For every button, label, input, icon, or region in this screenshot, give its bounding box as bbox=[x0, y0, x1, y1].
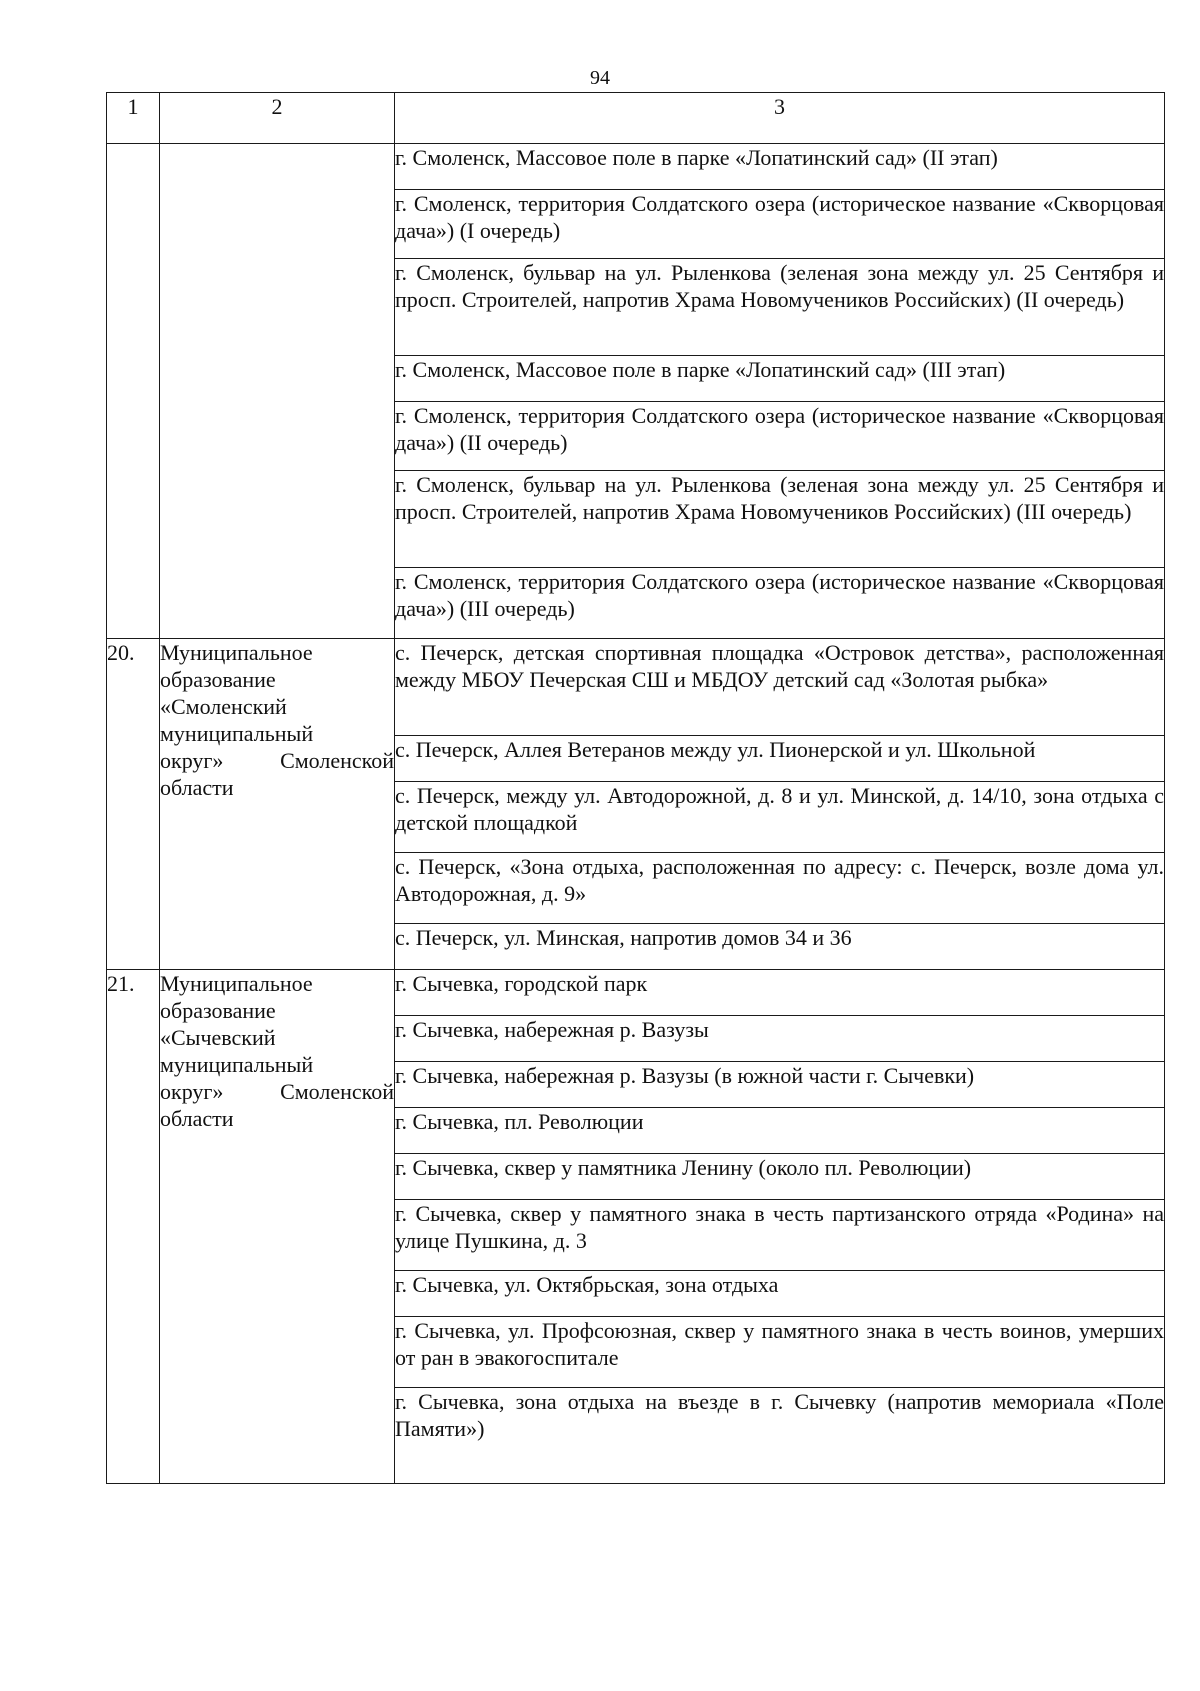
location-cell: с. Печерск, детская спортивная площадка «Островок детства», расположенная между МБОУ Печерская СШ и МБДОУ детский сад «Золотая рыбка» bbox=[395, 639, 1165, 736]
location-cell: г. Сычевка, пл. Революции bbox=[395, 1108, 1165, 1154]
location-cell: с. Печерск, Аллея Ветеранов между ул. Пионерской и ул. Школьной bbox=[395, 736, 1165, 782]
organization-line: образование bbox=[160, 667, 276, 692]
location-cell: г. Смоленск, территория Солдатского озера (историческое название «Скворцовая дача») (III очередь) bbox=[395, 568, 1165, 639]
location-cell: г. Сычевка, ул. Октябрьская, зона отдыха bbox=[395, 1271, 1165, 1317]
row-number-cell: 20. bbox=[107, 639, 160, 970]
location-cell: г. Сычевка, ул. Профсоюзная, сквер у памятного знака в честь воинов, умерших от ран в эвакогоспитале bbox=[395, 1317, 1165, 1388]
location-cell: г. Смоленск, бульвар на ул. Рыленкова (зеленая зона между ул. 25 Сентября и просп. Строителей, напротив Храма Новомучеников Российских) (III очередь) bbox=[395, 471, 1165, 568]
location-cell: г. Сычевка, набережная р. Вазузы (в южной части г. Сычевки) bbox=[395, 1062, 1165, 1108]
location-cell: с. Печерск, ул. Минская, напротив домов 34 и 36 bbox=[395, 924, 1165, 970]
column-header-3: 3 bbox=[395, 93, 1165, 144]
table-row bbox=[107, 970, 1165, 1016]
organization-line: образование bbox=[160, 998, 276, 1023]
location-cell: г. Сычевка, набережная р. Вазузы bbox=[395, 1016, 1165, 1062]
page-number: 94 bbox=[590, 67, 610, 89]
location-cell: с. Печерск, «Зона отдыха, расположенная по адресу: с. Печерск, возле дома ул. Автодорожная, д. 9» bbox=[395, 853, 1165, 924]
organization-line: округ» Смоленской bbox=[160, 748, 394, 773]
table-row bbox=[107, 639, 1165, 736]
organization-cell bbox=[160, 639, 395, 970]
organization-line: округ» Смоленской bbox=[160, 1079, 394, 1104]
location-cell: г. Сычевка, зона отдыха на въезде в г. Сычевку (напротив мемориала «Поле Памяти») bbox=[395, 1388, 1165, 1484]
location-cell: г. Сычевка, сквер у памятника Ленину (около пл. Революции) bbox=[395, 1154, 1165, 1200]
table-header-row bbox=[107, 93, 1165, 144]
column-header-2: 2 bbox=[160, 93, 395, 144]
organization-line: муниципальный bbox=[160, 1052, 314, 1077]
table-row bbox=[107, 144, 1165, 190]
organization-line: «Смоленский bbox=[160, 694, 287, 719]
location-cell: г. Сычевка, сквер у памятного знака в честь партизанского отряда «Родина» на улице Пушкина, д. 3 bbox=[395, 1200, 1165, 1271]
organization-line: Муниципальное bbox=[160, 971, 313, 996]
organization-line: области bbox=[160, 775, 234, 800]
organization-cell bbox=[160, 144, 395, 639]
location-cell: г. Сычевка, городской парк bbox=[395, 970, 1165, 1016]
organization-line: муниципальный bbox=[160, 721, 314, 746]
table-body bbox=[107, 144, 1165, 1484]
document-table bbox=[106, 92, 1165, 1484]
location-cell: г. Смоленск, Массовое поле в парке «Лопатинский сад» (II этап) bbox=[395, 144, 1165, 190]
location-cell: г. Смоленск, территория Солдатского озера (историческое название «Скворцовая дача») (II очередь) bbox=[395, 402, 1165, 471]
organization-line: Муниципальное bbox=[160, 640, 313, 665]
location-cell: с. Печерск, между ул. Автодорожной, д. 8 и ул. Минской, д. 14/10, зона отдыха с детской площадкой bbox=[395, 782, 1165, 853]
row-number-cell bbox=[107, 144, 160, 639]
row-number-cell: 21. bbox=[107, 970, 160, 1484]
location-cell: г. Смоленск, Массовое поле в парке «Лопатинский сад» (III этап) bbox=[395, 356, 1165, 402]
organization-line: области bbox=[160, 1106, 234, 1131]
column-header-1: 1 bbox=[107, 93, 160, 144]
location-cell: г. Смоленск, бульвар на ул. Рыленкова (зеленая зона между ул. 25 Сентября и просп. Строителей, напротив Храма Новомучеников Российских) (II очередь) bbox=[395, 259, 1165, 356]
organization-line: «Сычевский bbox=[160, 1025, 276, 1050]
organization-cell bbox=[160, 970, 395, 1484]
location-cell: г. Смоленск, территория Солдатского озера (историческое название «Скворцовая дача») (I очередь) bbox=[395, 190, 1165, 259]
